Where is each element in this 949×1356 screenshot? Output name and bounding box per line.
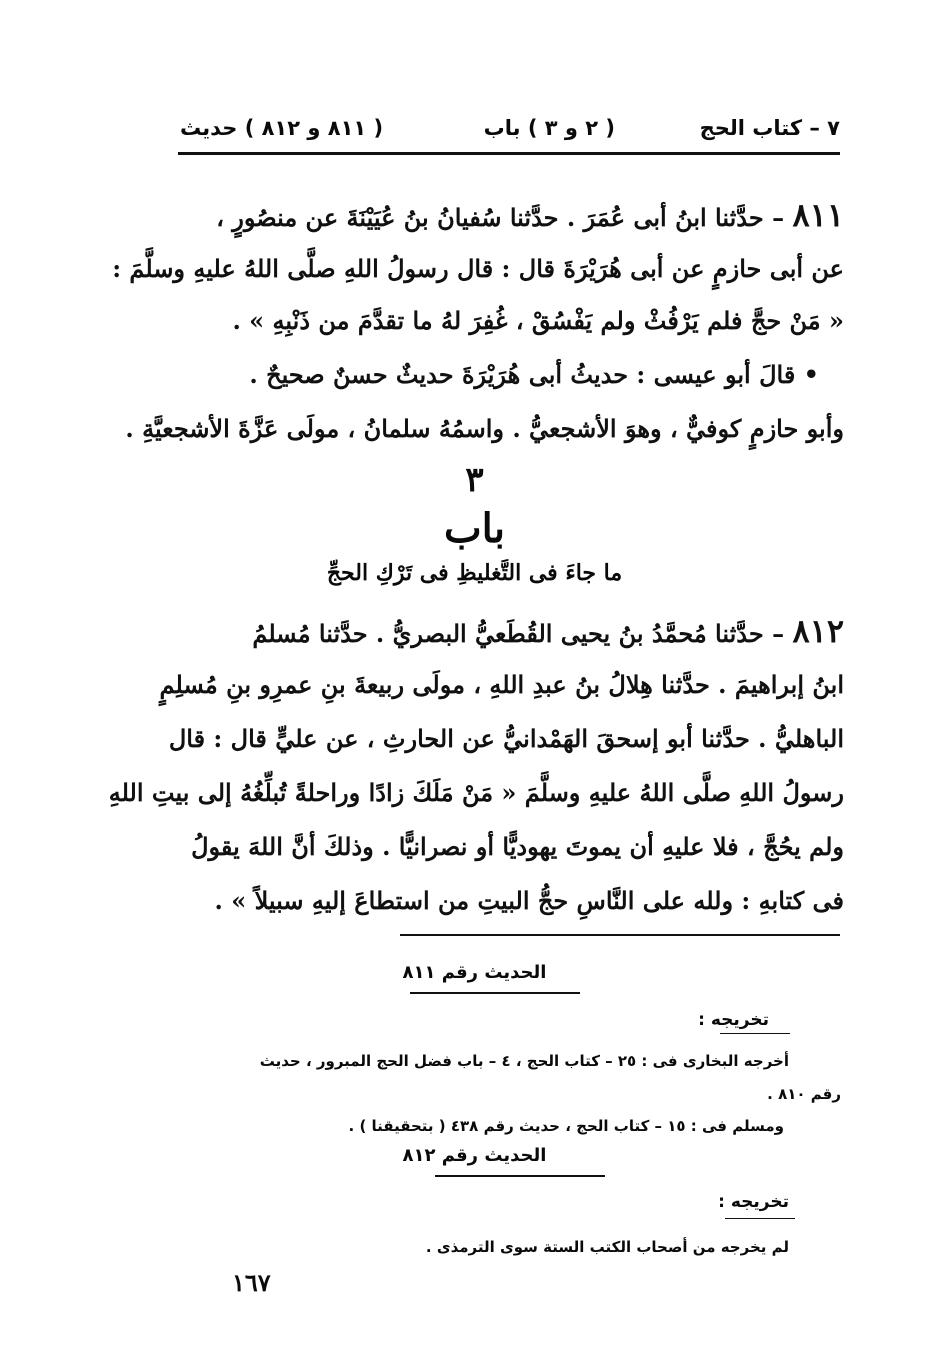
footnote-title-underline: [435, 1175, 605, 1177]
header-bab: ( ٢ و ٣ ) باب: [483, 116, 615, 140]
takhrij-underline: [725, 1218, 795, 1219]
bab-word: باب: [444, 505, 505, 552]
header-chapter: ٧ – كتاب الحج: [699, 116, 840, 140]
bab-number: ٣: [465, 460, 484, 500]
hadith-number: ٨١٢: [792, 612, 844, 650]
hadith-812-line-2: ابنُ إبراهيمَ . حدَّثنا هِلالُ بنُ عبدِ اللهِ ، مولَى ربيعةَ بنِ عمرِو بنِ مُسلِمٍ: [159, 670, 844, 699]
running-header: [180, 112, 840, 152]
takhrij-label: تخريجه :: [698, 1010, 769, 1030]
bab-title: ما جاءَ فى التَّغليظِ فى تَرْكِ الحجِّ: [326, 560, 623, 586]
hadith-811-line-5: وأبو حازمٍ كوفيٌّ ، وهوَ الأشجعيُّ . واسمُهُ سلمانُ ، مولَى عَزَّةَ الأشجعيَّةِ .: [125, 414, 844, 443]
header-hadith-range: ( ٨١١ و ٨١٢ ) حديث: [180, 116, 384, 140]
footnote-separator: [400, 934, 840, 936]
hadith-number: ٨١١: [792, 196, 844, 234]
footnote-title-811: الحديث رقم ٨١١: [402, 962, 547, 983]
takhrij-underline: [720, 1033, 790, 1034]
footnote-title-812: الحديث رقم ٨١٢: [402, 1145, 547, 1166]
hadith-812-line-3: الباهليُّ . حدَّثنا أبو إسحقَ الهَمْدانيُّ عن الحارثِ ، عن عليٍّ قال : قال: [168, 724, 844, 753]
hadith-812-line-4: رسولُ اللهِ صلَّى اللهُ عليهِ وسلَّمَ « مَنْ مَلَكَ زادًا وراحلةً تُبلِّغُهُ إلى بيتِ اللهِ: [108, 778, 844, 807]
footnote-title-underline: [410, 992, 580, 994]
takhrij-label: تخريجه :: [718, 1192, 789, 1212]
hadith-811-line-1: ٨١١ – حدَّثنا ابنُ أبى عُمَرَ . حدَّثنا سُفيانُ بنُ عُيَيْنَةَ عن منصُورٍ ،: [216, 196, 844, 234]
footnote-811-line-1: أخرجه البخارى فى : ٢٥ – كتاب الحج ، ٤ – باب فضل الحج المبرور ، حديث: [259, 1052, 789, 1070]
header-rule: [178, 152, 840, 155]
hadith-811-line-4: • قالَ أبو عيسى : حديثُ أبى هُرَيْرَةَ حديثٌ حسنٌ صحيحٌ .: [249, 360, 819, 389]
footnote-811-line-3: ومسلم فى : ١٥ – كتاب الحج ، حديث رقم ٤٣٨ ( بتحقيقنا ) .: [348, 1117, 784, 1135]
hadith-812-line-1: ٨١٢ – حدَّثنا مُحمَّدُ بنُ يحيى القُطَعيُّ البصريُّ . حدَّثنا مُسلمُ: [252, 612, 844, 650]
hadith-811-line-2: عن أبى حازمٍ عن أبى هُرَيْرَةَ قال : قال رسولُ اللهِ صلَّى اللهُ عليهِ وسلَّمَ :: [112, 254, 844, 283]
footnote-811-line-2: رقم ٨١٠ .: [767, 1085, 841, 1103]
hadith-812-line-5: ولم يحُجَّ ، فلا عليهِ أن يموتَ يهوديًّا أو نصرانيًّا . وذلكَ أنَّ اللهَ يقولُ: [191, 832, 844, 861]
footnote-812-line-1: لم يخرجه من أصحاب الكتب الستة سوى الترمذى .: [425, 1238, 789, 1256]
hadith-811-line-3: « مَنْ حجَّ فلم يَرْفُثْ ولم يَفْسُقْ ، غُفِرَ لهُ ما تقدَّمَ من ذَنْبِهِ » .: [232, 306, 844, 335]
page-number: ١٦٧: [232, 1268, 271, 1297]
hadith-812-line-6: فى كتابهِ : ولله على النَّاسِ حجُّ البيتِ من استطاعَ إليهِ سبيلاً » .: [214, 886, 844, 915]
